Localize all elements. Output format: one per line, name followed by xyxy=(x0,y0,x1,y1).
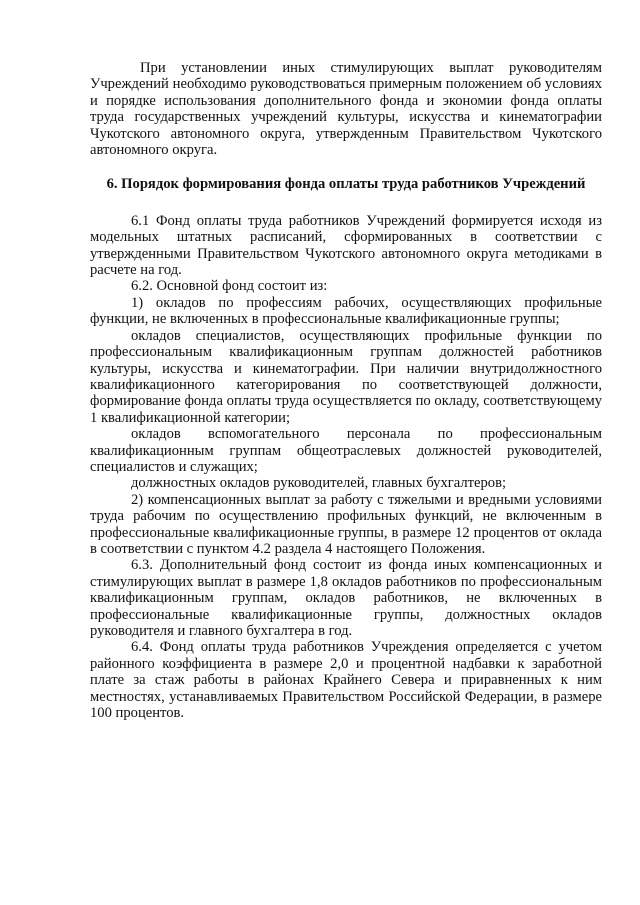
document-body xyxy=(90,60,602,721)
paragraph-specialists: окладов специалистов, осуществляющих профильные функции по профессиональным квалификационным группам должностей работников культуры, искусства и кинематографии. При наличии внутридолжностного квалификационного категорирования по соответствующей должности, формирование фонда оплаты труда осуществляется по окладу, соответствующему 1 квалификационной категории; xyxy=(90,327,602,426)
paragraph-6-2: 6.2. Основной фонд состоит из: xyxy=(131,278,328,295)
intro-paragraph: При установлении иных стимулирующих выплат руководителям Учреждений необходимо руководствоваться примерным положением об условиях и порядке использования дополнительного фонда и экономии фонда оплаты труда государственных учреждений культуры, искусства и кинематографии Чукотского автономного округа, утвержденным Правительством Чукотского автономного округа. xyxy=(90,60,602,159)
section-heading: 6. Порядок формирования фонда оплаты труда работников Учреждений xyxy=(106,176,586,193)
paragraph-6-1: 6.1 Фонд оплаты труда работников Учреждений формируется исходя из модельных штатных расписаний, сформированных в соответствии с утвержденными Правительством Чукотского автономного округа методиками в расчете на год. xyxy=(90,212,602,279)
paragraph-support-staff: окладов вспомогательного персонала по профессиональным квалификационным группам общеотраслевых должностей руководителей, специалистов и служащих; xyxy=(90,426,602,475)
paragraph-item-1: 1) окладов по профессиям рабочих, осуществляющих профильные функции, не включенных в профессиональные квалификационные группы; xyxy=(90,294,602,328)
paragraph-6-4: 6.4. Фонд оплаты труда работников Учреждения определяется с учетом районного коэффициента в размере 2,0 и процентной надбавки к заработной плате за стаж работы в районах Крайнего Севера и приравненных к ним местностях, устанавливаемых Правительством Российской Федерации, в размере 100 процентов. xyxy=(90,639,602,722)
paragraph-managers: должностных окладов руководителей, главных бухгалтеров; xyxy=(131,475,507,492)
paragraph-6-3: 6.3. Дополнительный фонд состоит из фонда иных компенсационных и стимулирующих выплат в размере 1,8 окладов работников по профессиональным квалификационным группам, окладов работников, не включенных в профессиональные квалификационные группы, должностных окладов руководителя и главного бухгалтера в год. xyxy=(90,557,602,639)
paragraph-item-2: 2) компенсационных выплат за работу с тяжелыми и вредными условиями труда рабочим по осуществлению профильных функций, не включенным в профессиональные квалификационные группы, в размере 12 процентов от оклада в соответствии с пунктом 4.2 раздела 4 настоящего Положения. xyxy=(90,491,602,557)
